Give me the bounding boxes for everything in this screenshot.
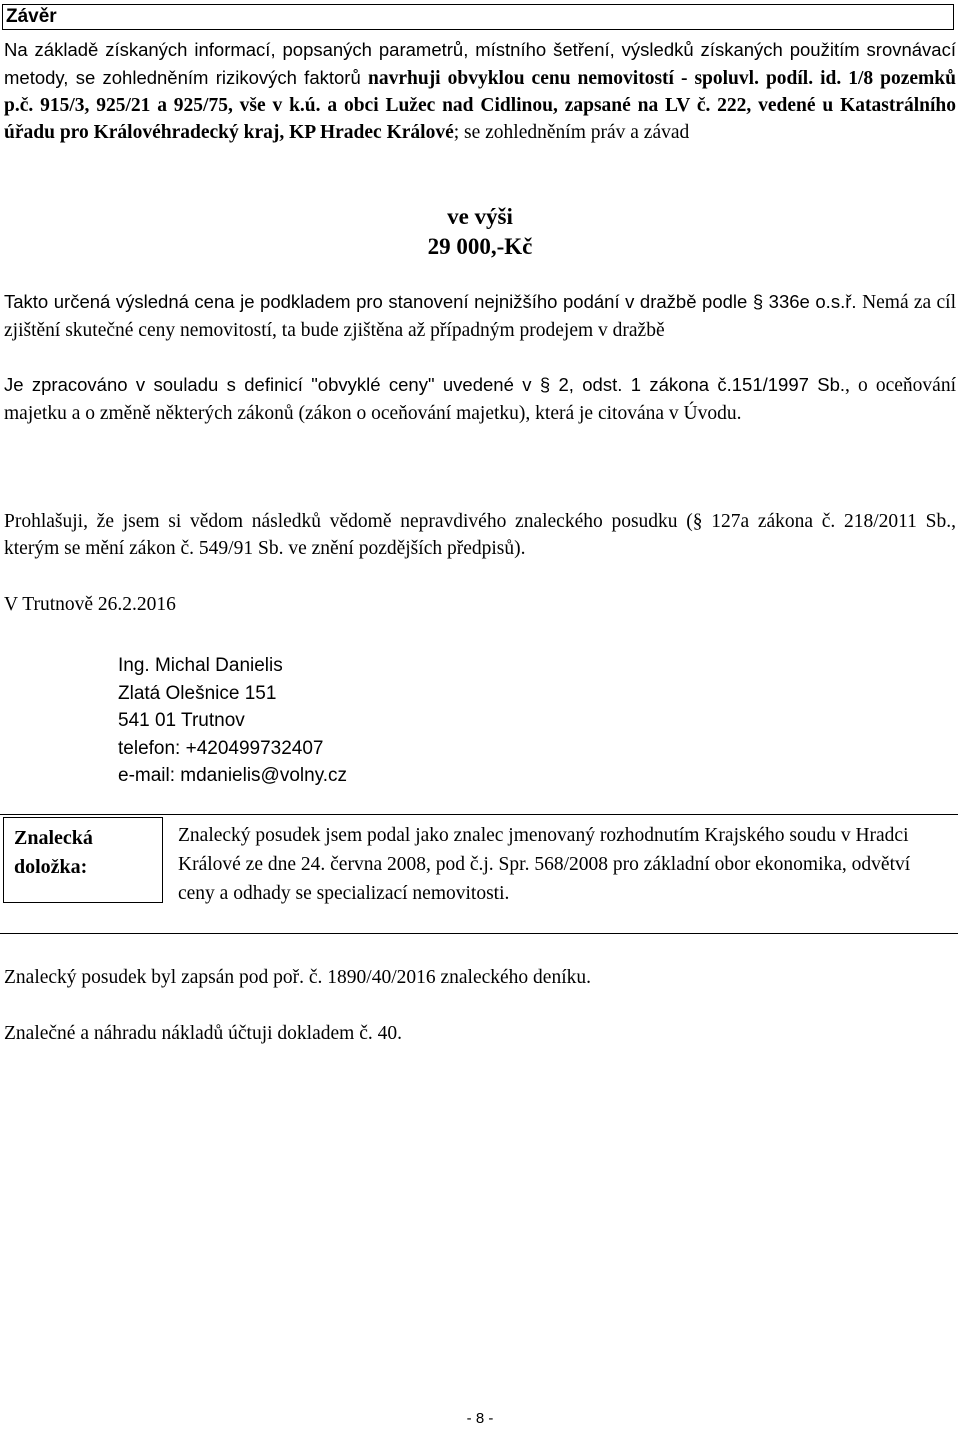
intro-text-end: ; se zohledněním práv a závad [453,122,690,143]
definition-text-serif: , o oceňování majetku a o změně některých zákonů (zákon o oceňování majetku), která je citována v Úvodu. [4,375,956,424]
clause-label-line1: Znalecká [14,827,93,849]
registry-note: Znalecký posudek byl zapsán pod poř. č. 1890/40/2016 znaleckého deníku. [4,967,592,988]
signature-email: e-mail: mdanielis@volny.cz [118,765,348,786]
auction-text-serif: Nemá za cíl zjištění skutečné ceny nemovitostí, ta bude zjištěna až případným prodejem v dražbě [4,292,956,341]
signature-city: 541 01 Trutnov [118,710,245,731]
intro-text-start: Na základě získaných informací, popsaných parametrů, místního šetření, výsledků získaných použitím srovnávací metody, se zohledněním rizikových faktorů [4,39,956,88]
signature-block [118,652,347,790]
declaration-paragraph: Prohlašuji, že jsem si vědom následků vědomě nepravdivého znaleckého posudku (§ 127a zákona č. 218/2011 Sb., kterým se mění zákon č. 549/91 Sb. ve znění pozdějších předpisů). [4,511,956,559]
signature-street: Zlatá Olešnice 151 [118,682,277,704]
definition-paragraph [4,371,956,427]
conclusion-paragraph [4,36,956,146]
amount-label: ve výši [447,204,513,229]
valuation-amount [0,202,960,262]
signature-phone: telefon: +420499732407 [118,737,324,759]
auction-text-sans: Takto určená výsledná cena je podkladem pro stanovení nejnižšího podání v dražbě podle § 336e o.s.ř. [4,291,863,312]
fee-note: Znalečné a náhradu nákladů účtuji dokladem č. 40. [4,1023,402,1044]
auction-paragraph [4,288,956,344]
clause-label-line2: doložka: [14,856,88,878]
section-heading-text: Závěr [6,6,57,27]
place-date: V Trutnově 26.2.2016 [4,594,176,615]
expert-clause-text: Znalecký posudek jsem podal jako znalec jmenovaný rozhodnutím Krajského soudu v Hradci Králové ze dne 24. června 2008, pod č.j. Spr. 568/2008 pro základní obor ekonomika, odvětví ceny a odhady se specializací nemovitosti. [178,825,911,904]
amount-value: 29 000,-Kč [427,234,533,259]
expert-clause-label [3,817,163,903]
definition-text-sans: Je zpracováno v souladu s definicí "obvyklé ceny" uvedené v § 2, odst. 1 zákona č.151/1997 Sb. [4,374,846,395]
intro-text-bold: navrhuji obvyklou cenu nemovitostí - spoluvl. podíl. id. 1/8 pozemků p.č. 915/3, 925/21 a 925/75, vše v k.ú. a obci Lužec nad Cidlinou, zapsané na LV č. 222, vedené u Katastrálního úřadu pro Královéhradecký kraj, KP Hradec Králové [4,68,956,143]
page-number: - 8 - [466,1410,494,1427]
signature-name: Ing. Michal Danielis [118,655,283,676]
section-heading [2,4,954,30]
expert-clause [0,814,958,934]
